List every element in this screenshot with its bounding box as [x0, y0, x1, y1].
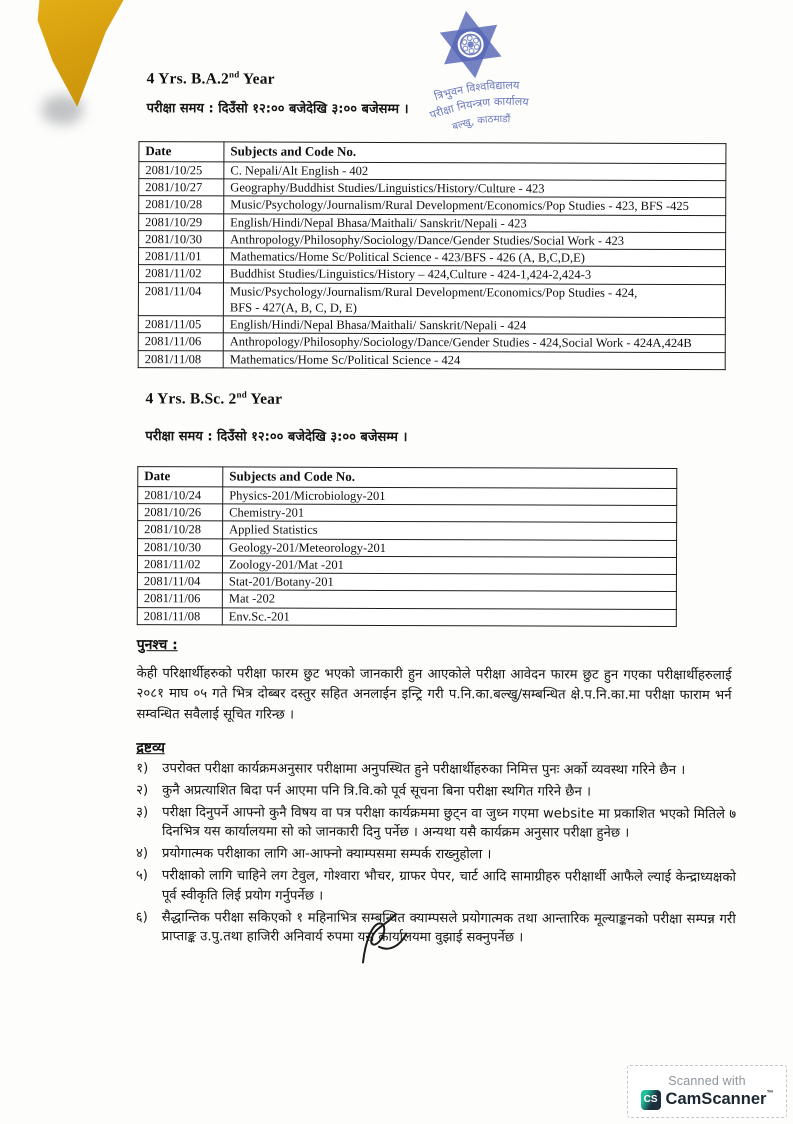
ba-title-rest: Year	[239, 70, 275, 88]
bsc-table-row	[137, 573, 676, 592]
trademark-mark: ™	[766, 1090, 774, 1097]
date-cell: 2081/10/28	[139, 196, 224, 214]
bsc-title-sup: nd	[236, 389, 247, 400]
note-text: परीक्षा दिनुपर्ने आफ्नो कुनै विषय वा पत्र परीक्षा कार्यक्रममा छुट्न वा जुध्न गएमा website मा प्रकाशित भएको मितिले ७ दिनभित्र यस कार्यालयमा सो को जानकारी दिनु पर्नेछ । अन्यथा यसै कार्यक्रम अनुसार परीक्षा हुनेछ ।	[162, 804, 737, 842]
bsc-exam-time: परीक्षा समय : दिउँसो १२:०० बजेदेखि ३:०० बजेसम्म ।	[145, 429, 408, 446]
subjects-cell: English/Hindi/Nepal Bhasa/Maithali/ Sanskrit/Nepali - 423	[224, 214, 726, 233]
note-item	[136, 781, 736, 803]
subjects-cell: Mat -202	[222, 590, 676, 609]
note-item	[136, 759, 736, 781]
stamp-text-line3: बल्खु, काठमाडौं	[450, 114, 511, 133]
subjects-cell: Mathematics/Home Sc/Political Science - 423/BFS - 426 (A, B,C,D,E)	[224, 248, 726, 267]
notes-heading: द्रष्टव्य	[136, 740, 165, 757]
ba-title-sup: nd	[229, 69, 240, 80]
ba-exam-time: परीक्षा समय : दिउँसो १२:०० बजेदेखि ३:०० बजेसम्म ।	[146, 101, 409, 118]
date-cell: 2081/10/24	[138, 486, 223, 504]
date-cell: 2081/11/01	[139, 248, 224, 266]
ba-table-header-row	[139, 142, 726, 164]
bsc-table-row	[138, 538, 677, 557]
date-cell: 2081/10/29	[139, 213, 224, 231]
stamp-text-line1: त्रिभुवन विश्वविद्यालय	[432, 78, 520, 104]
note-item	[136, 866, 736, 908]
note-item	[136, 908, 736, 950]
subjects-cell: English/Hindi/Nepal Bhasa/Maithali/ Sanskrit/Nepali - 424	[223, 316, 725, 335]
date-cell: 2081/11/04	[137, 573, 222, 591]
bsc-table-row	[137, 555, 676, 574]
subjects-cell: Geology-201/Meteorology-201	[223, 539, 677, 558]
ba-table-row	[138, 350, 725, 369]
yellow-corner-object	[32, 0, 127, 107]
ba-table-row	[139, 161, 726, 180]
ba-table-row	[139, 196, 726, 215]
notes-list	[136, 759, 737, 951]
note-text: कुनै अप्रत्याशित बिदा पर्न आएमा पनि त्रि.वि.को पूर्व सूचना बिना परीक्षा स्थगित गरिने छैन ।	[162, 782, 592, 800]
date-cell: 2081/11/08	[137, 607, 222, 625]
university-stamp	[389, 8, 559, 141]
ba-table-row	[138, 333, 725, 352]
ba-table-row	[139, 248, 726, 267]
ba-header-subjects: Subjects and Code No.	[224, 142, 726, 164]
date-cell: 2081/10/26	[138, 504, 223, 522]
bsc-title-rest: Year	[246, 390, 283, 408]
subjects-cell: Zoology-201/Mat -201	[222, 556, 676, 575]
camscanner-brand	[666, 1090, 774, 1109]
bsc-table-row	[138, 504, 677, 523]
note-number: ५)	[135, 868, 148, 884]
note-text: प्रयोगात्मक परीक्षाका लागि आ-आफ्नो क्याम्पसमा सम्पर्क राख्नुहोला ।	[161, 846, 492, 863]
bsc-table-header-row	[138, 467, 677, 489]
bsc-header-subjects: Subjects and Code No.	[223, 467, 677, 488]
bsc-table-row	[137, 607, 676, 626]
svg-text:बल्खु, काठमाडौं	[451, 111, 513, 133]
note-number: ४)	[135, 846, 149, 862]
bsc-table-row	[138, 521, 677, 540]
stamp-star-icon	[389, 8, 559, 141]
subjects-cell: Physics-201/Microbiology-201	[223, 487, 677, 506]
date-cell: 2081/10/25	[139, 161, 224, 179]
postscript-heading: पुनश्च :	[136, 637, 178, 654]
stamp-text-line2: परीक्षा नियन्त्रण कार्यालय	[428, 94, 530, 122]
camscanner-watermark	[627, 1065, 787, 1118]
subjects-cell: Buddhist Studies/Linguistics/History – 424,Culture - 424-1,424-2,424-3	[223, 265, 725, 284]
scanned-with-label: Scanned with	[668, 1073, 746, 1088]
ba-table-row	[138, 316, 725, 335]
ba-table-row	[139, 230, 726, 249]
subjects-cell: Stat-201/Botany-201	[222, 573, 676, 592]
note-text: परीक्षाको लागि चाहिने लग टेवुल, गोश्वारा भौचर, ग्राफर पेपर, चार्ट आदि सामाग्रीहरु परीक्षार्थी आफैले ल्याई केन्द्राध्यक्षको पूर्व स्वीकृति लिई प्रयोग गर्नुपर्नेछ ।	[161, 868, 736, 904]
ba-table-row	[139, 213, 726, 232]
subjects-cell: Env.Sc.-201	[222, 608, 676, 627]
note-number: १)	[136, 761, 149, 777]
subjects-cell: Anthropology/Philosophy/Sociology/Dance/Gender Studies/Social Work - 423	[224, 231, 726, 250]
bsc-table-row	[137, 590, 676, 609]
note-text: उपरोक्त परीक्षा कार्यक्रमअनुसार परीक्षामा अनुपस्थित हुने परीक्षार्थीहरुका निमित्त पुनः अर्को व्यवस्था गरिने छैन ।	[162, 761, 686, 779]
note-item	[136, 844, 736, 866]
ba-table-row	[139, 179, 726, 198]
note-number: ६)	[135, 909, 148, 925]
subjects-cell: C. Nepali/Alt English - 402	[224, 162, 726, 181]
note-number: ३)	[136, 804, 149, 820]
ba-section-title	[147, 69, 275, 89]
bsc-exam-table	[137, 466, 678, 627]
date-cell: 2081/10/28	[138, 521, 223, 539]
date-cell: 2081/11/04	[138, 282, 223, 316]
note-text: सैद्धान्तिक परीक्षा सकिएको १ महिनाभित्र सम्बन्धित क्याम्पसले प्रयोगात्मक तथा आन्तारिक मूल्याङ्कनको परीक्षा सम्पन्न गरी प्राप्ताङ्क उ.पु.तथा हाजिरी अनिवार्य रुपमा यस कार्यालयमा वुझाई सक्नुपर्नेछ ।	[161, 909, 736, 946]
date-cell: 2081/11/06	[137, 590, 222, 608]
postscript-body: केही परिक्षार्थीहरुको परीक्षा फारम छुट भएको जानकारी हुन आएकोले परीक्षा आवेदन फारम छुट हुन गएका परीक्षार्थीहरुलाई २०८१ माघ ०५ गते भित्र दोब्बर दस्तुर सहित अनलाईन इन्ट्रि गरी प.नि.का.बल्खु/सम्बन्धित क्षे.प.नि.का.मा परीक्षा फाराम भर्न सम्वन्धित सवैलाई सूचित गरिन्छ ।	[136, 666, 732, 723]
subjects-cell: Chemistry-201	[223, 504, 677, 523]
bsc-table-row	[138, 486, 677, 505]
note-number: २)	[136, 782, 149, 798]
date-cell: 2081/11/06	[138, 333, 223, 351]
bsc-header-date: Date	[138, 467, 223, 487]
note-item	[136, 803, 736, 845]
subjects-cell: Music/Psychology/Journalism/Rural Development/Economics/Pop Studies - 424, BFS - 427(A, B, C, D, E)	[223, 283, 725, 318]
date-cell: 2081/11/02	[137, 555, 222, 573]
bsc-title-main: 4 Yrs. B.Sc. 2	[145, 390, 237, 408]
date-cell: 2081/10/27	[139, 179, 224, 197]
camscanner-logo-icon: CS	[641, 1090, 661, 1110]
subjects-cell: Music/Psychology/Journalism/Rural Development/Economics/Pop Studies - 423, BFS -425	[224, 196, 726, 215]
date-cell: 2081/10/30	[139, 230, 224, 248]
ba-exam-table	[138, 141, 727, 370]
date-cell: 2081/11/02	[138, 265, 223, 283]
subjects-cell: Applied Statistics	[223, 521, 677, 540]
date-cell: 2081/11/05	[138, 316, 223, 334]
ba-header-date: Date	[139, 142, 224, 162]
ba-table-row	[138, 265, 725, 284]
subjects-cell: Mathematics/Home Sc/Political Science - 424	[223, 351, 725, 370]
camscanner-brand-text: CamScanner	[665, 1090, 767, 1108]
bsc-section-title	[146, 389, 283, 409]
date-cell: 2081/10/30	[138, 538, 223, 556]
subjects-cell: Geography/Buddhist Studies/Linguistics/History/Culture - 423	[224, 179, 726, 198]
subjects-cell: Anthropology/Philosophy/Sociology/Dance/Gender Studies - 424,Social Work - 424A,424B	[223, 333, 725, 352]
date-cell: 2081/11/08	[138, 350, 223, 368]
ba-title-main: 4 Yrs. B.A.2	[146, 70, 230, 88]
ba-table-row	[138, 282, 725, 318]
